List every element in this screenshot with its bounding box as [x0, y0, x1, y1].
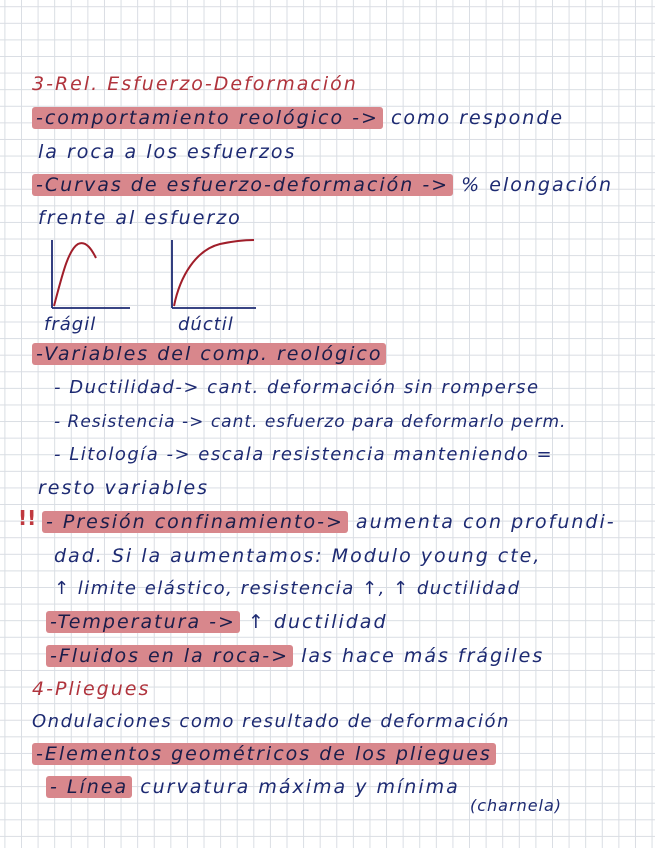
highlight-presion: - Presión confinamiento-> — [42, 511, 348, 533]
note-line-ductilidad: - Ductilidad-> cant. deformación sin romperse — [54, 377, 540, 398]
note-line-litologia: - Litología -> escala resistencia manteniendo = — [54, 444, 554, 465]
note-line-resto-variables: resto variables — [38, 477, 210, 499]
highlight-variables: -Variables del comp. reológico — [32, 343, 386, 365]
highlight-fluidos: -Fluidos en la roca-> — [46, 645, 293, 667]
note-line-elementos — [32, 742, 496, 766]
text-elongacion: % elongación — [461, 174, 613, 196]
stress-strain-sketches — [44, 236, 264, 314]
note-line-resistencia: - Resistencia -> cant. esfuerzo para deformarlo perm. — [54, 412, 567, 432]
ductil-label: dúctil — [178, 314, 234, 335]
highlight-temperatura: -Temperatura -> — [46, 611, 240, 633]
notebook-page — [20, 56, 638, 816]
text-como-responde: como responde — [390, 107, 565, 129]
text-fragiles: las hace más frágiles — [301, 645, 545, 667]
important-mark: !! — [18, 506, 37, 530]
note-line-charnela: (charnela) — [470, 796, 563, 815]
note-line-presion — [42, 510, 616, 534]
note-line-ondulaciones: Ondulaciones como resultado de deformación — [32, 711, 510, 732]
highlight-elementos: -Elementos geométricos de los pliegues — [32, 743, 496, 765]
text-aumenta: aumenta con profundi- — [355, 511, 616, 533]
highlight-linea: - Línea — [46, 776, 132, 798]
note-line-linea — [46, 775, 460, 799]
highlight-curvas: -Curvas de esfuerzo-deformación -> — [32, 174, 453, 196]
note-line-fluidos — [46, 644, 544, 668]
note-line-curvas — [32, 173, 613, 197]
note-line-dad: dad. Si la aumentamos: Modulo young cte, — [54, 545, 542, 567]
ductil-graph — [172, 240, 256, 308]
fragil-graph — [52, 240, 130, 308]
note-line-limite: ↑ limite elástico, resistencia ↑, ↑ ductilidad — [54, 578, 521, 599]
fragil-curve — [54, 243, 96, 306]
highlight-comportamiento: -comportamiento reológico -> — [32, 107, 383, 129]
note-line-frente: frente al esfuerzo — [38, 207, 242, 229]
text-curvatura: curvatura máxima y mínima — [140, 776, 460, 798]
section-3-title: 3-Rel. Esfuerzo-Deformación — [32, 73, 358, 95]
section-4-title: 4-Pliegues — [32, 678, 151, 700]
note-line-comportamiento — [32, 106, 564, 130]
note-line-roca-esfuerzos: la roca a los esfuerzos — [38, 141, 297, 163]
text-ductilidad: ↑ ductilidad — [247, 611, 388, 633]
note-line-temperatura — [46, 610, 388, 634]
note-line-variables — [32, 342, 386, 366]
ductil-curve — [174, 240, 254, 306]
fragil-label: frágil — [44, 314, 97, 335]
